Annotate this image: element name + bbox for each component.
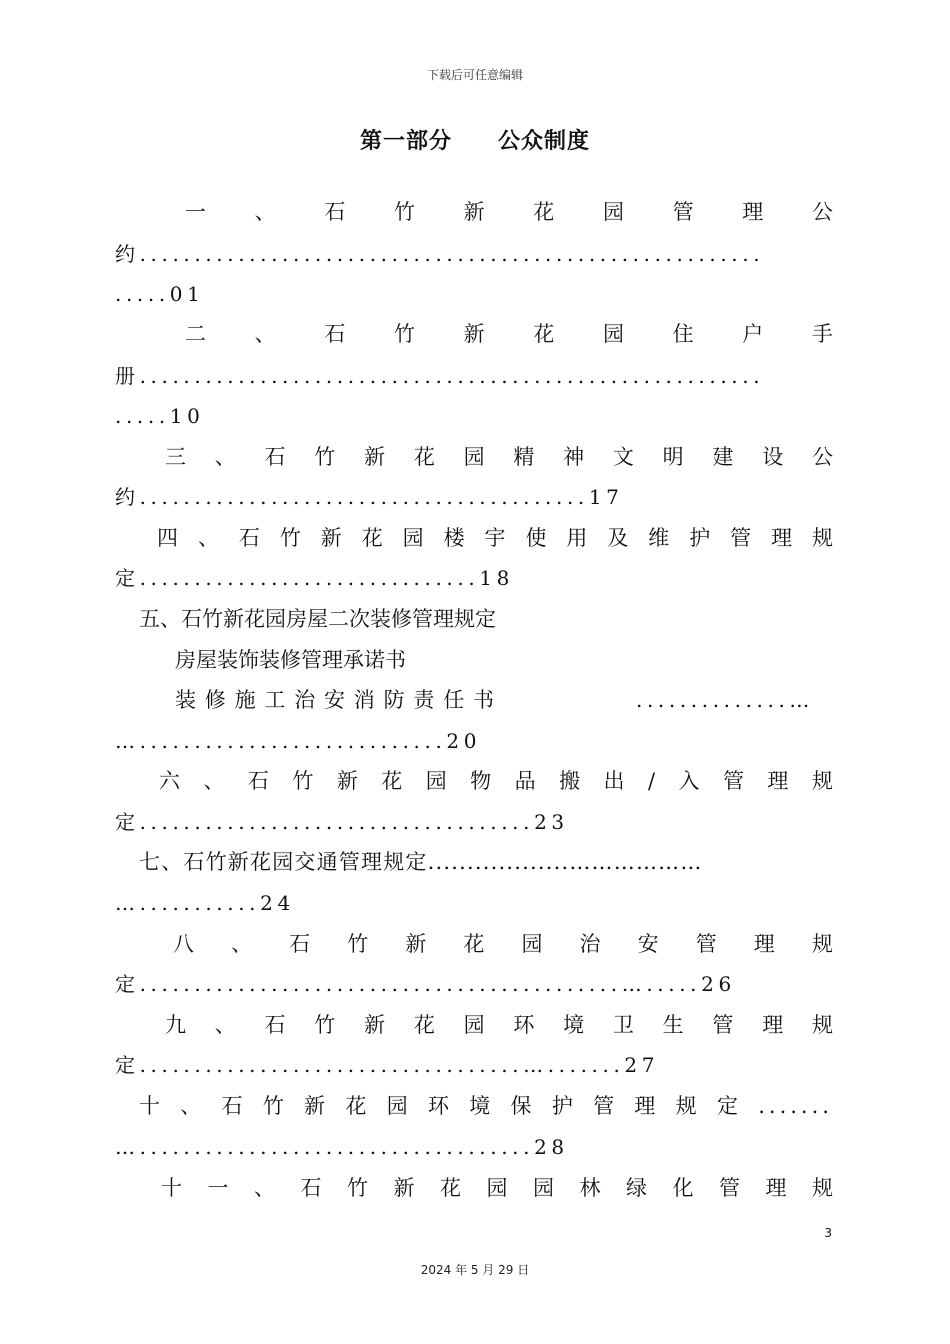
toc-char: 新 (364, 1013, 386, 1037)
toc-char: 园 (486, 1176, 508, 1200)
toc-entry-6-leader: 定....................................23 (115, 810, 569, 834)
toc-char: 宇 (484, 526, 506, 550)
toc-char: 卫 (612, 1013, 634, 1037)
toc-char: 使 (525, 526, 547, 550)
toc-char: 管 (695, 932, 717, 956)
toc-char: 竹 (314, 1013, 336, 1037)
toc-entry-5-sub-1: 房屋装饰装修管理承诺书 (175, 648, 406, 672)
toc-char: 园 (463, 1013, 485, 1037)
toc-entry-8-heading (115, 929, 833, 959)
toc-entry-8-leader: 定............................................….....26 (115, 972, 736, 996)
toc-char: 竹 (292, 769, 314, 793)
toc-char: 管 (722, 769, 744, 793)
toc-char: 理 (762, 1013, 784, 1037)
toc-char: 竹 (347, 1176, 368, 1200)
toc-char: 境 (469, 1094, 491, 1118)
toc-dots: ....... (758, 1094, 833, 1118)
footer-date: 2024 年 5 月 29 日 (420, 1263, 530, 1277)
toc-char: 管 (730, 526, 752, 550)
toc-char: 管 (712, 1013, 734, 1037)
toc-char: 管 (672, 200, 694, 224)
toc-char: / (647, 769, 656, 793)
toc-char: 竹 (393, 322, 415, 346)
toc-char: 保 (510, 1094, 532, 1118)
toc-char: 新 (463, 200, 485, 224)
toc-char: 园 (602, 200, 624, 224)
toc-char: 维 (648, 526, 670, 550)
toc-char: 、 (254, 1176, 275, 1200)
toc-char: 十 (161, 1176, 182, 1200)
toc-char: 园 (521, 932, 543, 956)
toc-char: 石 (238, 526, 260, 550)
toc-entry-7-leader: …...........24 (115, 891, 295, 915)
toc-char: 花 (463, 932, 485, 956)
toc-char: 理 (767, 769, 789, 793)
toc-char: 九 (165, 1013, 186, 1037)
toc-char: 竹 (347, 932, 369, 956)
toc-entry-5-sub-2: 装修施工治安消防责任书 (175, 688, 503, 712)
toc-char: 环 (513, 1013, 535, 1037)
toc-char: 护 (551, 1094, 573, 1118)
toc-char: 园 (402, 526, 424, 550)
toc-char: 三 (165, 445, 186, 469)
toc-char: 护 (689, 526, 711, 550)
toc-char: 竹 (279, 526, 301, 550)
toc-char: 花 (413, 445, 435, 469)
toc-char: 出 (603, 769, 625, 793)
toc-char: 理 (771, 526, 793, 550)
toc-char: 规 (812, 526, 833, 550)
toc-char: 管 (719, 1176, 740, 1200)
toc-char: 境 (563, 1013, 585, 1037)
toc-entry-10-heading (115, 1091, 833, 1121)
toc-entry-6-heading (115, 766, 833, 796)
toc-char: 新 (320, 526, 342, 550)
toc-char: 理 (742, 200, 764, 224)
toc-entry-2-leader: 册......................................................... (115, 364, 765, 388)
toc-char: 设 (762, 445, 784, 469)
toc-char: 新 (336, 769, 358, 793)
toc-char: 一 (185, 200, 206, 224)
toc-char: 化 (672, 1176, 694, 1200)
toc-entry-9-leader: 定...................................….......27 (115, 1053, 660, 1077)
toc-char: 住 (672, 322, 694, 346)
toc-char: 、 (197, 526, 219, 550)
toc-char: 林 (579, 1176, 601, 1200)
toc-char: 品 (514, 769, 536, 793)
toc-entry-9-heading (115, 1010, 833, 1040)
page-title: 第一部分 公众制度 (359, 129, 590, 154)
toc-char: 公 (811, 200, 833, 224)
toc-char: 生 (662, 1013, 684, 1037)
header-note: 下载后可任意编辑 (426, 68, 523, 82)
toc-char: 治 (579, 932, 601, 956)
toc-char: 安 (637, 932, 659, 956)
toc-char: 石 (264, 445, 286, 469)
toc-char: 绿 (626, 1176, 647, 1200)
toc-char: 、 (214, 445, 236, 469)
toc-char: 石 (324, 200, 346, 224)
toc-char: 规 (811, 932, 833, 956)
toc-char: 管 (593, 1094, 615, 1118)
toc-char: 、 (254, 322, 276, 346)
toc-char: 花 (533, 200, 555, 224)
toc-char: 石 (289, 932, 311, 956)
toc-char: 花 (381, 769, 403, 793)
toc-char: 手 (811, 322, 833, 346)
toc-char: 理 (765, 1176, 787, 1200)
toc-char: 规 (812, 1176, 833, 1200)
toc-entry-4-heading (115, 523, 833, 553)
toc-char: 、 (180, 1094, 202, 1118)
toc-char: 理 (753, 932, 775, 956)
toc-char: 石 (300, 1176, 322, 1200)
toc-entry-1-page: .....01 (115, 282, 205, 306)
toc-entry-2-page: .....10 (115, 404, 205, 428)
toc-char: 园 (386, 1094, 408, 1118)
toc-char: 楼 (443, 526, 465, 550)
toc-char: 户 (742, 322, 764, 346)
toc-char: 园 (602, 322, 624, 346)
toc-char: 花 (533, 322, 555, 346)
toc-entry-5-leader: …............................20 (115, 729, 482, 753)
toc-char: 公 (811, 445, 833, 469)
toc-char: 规 (811, 1013, 833, 1037)
toc-entry-11-heading (115, 1173, 833, 1203)
toc-char: 竹 (393, 200, 415, 224)
toc-char: 八 (173, 932, 194, 956)
toc-entry-5-dots: ..............… (636, 688, 815, 712)
toc-char: 、 (254, 200, 276, 224)
toc-char: 四 (157, 526, 178, 550)
toc-char: 用 (566, 526, 588, 550)
toc-entry-5-heading: 五、石竹新花园房屋二次装修管理规定 (139, 607, 496, 631)
toc-char: 石 (221, 1094, 243, 1118)
toc-char: 新 (463, 322, 485, 346)
toc-entry-7-heading: 七、石竹新花园交通管理规定..................……………… (139, 850, 703, 874)
toc-char: 六 (159, 769, 180, 793)
toc-char: 一 (207, 1176, 229, 1200)
toc-char: 及 (607, 526, 629, 550)
page-number: 3 (824, 1226, 832, 1240)
toc-entry-10-leader: …....................................28 (115, 1135, 569, 1159)
toc-char: 花 (345, 1094, 367, 1118)
toc-char: 园 (463, 445, 485, 469)
toc-char: 石 (264, 1013, 286, 1037)
toc-char: 、 (214, 1013, 236, 1037)
toc-char: 新 (364, 445, 386, 469)
toc-entry-1-leader: 约......................................................... (115, 242, 765, 266)
toc-char: 建 (712, 445, 734, 469)
toc-char: 二 (185, 322, 206, 346)
toc-entry-1-heading (115, 197, 833, 227)
toc-char: 物 (470, 769, 492, 793)
toc-char: 石 (247, 769, 269, 793)
toc-char: 花 (440, 1176, 461, 1200)
toc-char: 环 (427, 1094, 449, 1118)
toc-char: 定 (716, 1094, 738, 1118)
toc-char: 十 (139, 1094, 160, 1118)
toc-char: 明 (662, 445, 684, 469)
toc-char: 园 (533, 1176, 554, 1200)
toc-char: 、 (231, 932, 253, 956)
toc-char: 石 (324, 322, 346, 346)
toc-char: 规 (675, 1094, 697, 1118)
toc-char: 新 (304, 1094, 326, 1118)
toc-char: 花 (361, 526, 383, 550)
toc-char: 竹 (262, 1094, 284, 1118)
toc-entry-3-heading (115, 442, 833, 472)
toc-char: 理 (634, 1094, 656, 1118)
toc-char: 新 (393, 1176, 415, 1200)
toc-char: 花 (413, 1013, 435, 1037)
toc-char: 文 (612, 445, 634, 469)
toc-entry-3-leader: 约.........................................17 (115, 485, 624, 509)
toc-char: 、 (203, 769, 225, 793)
toc-char: 神 (563, 445, 585, 469)
toc-char: 新 (405, 932, 427, 956)
toc-entry-4-leader: 定...............................18 (115, 566, 514, 590)
toc-char: 园 (425, 769, 447, 793)
toc-char: 精 (513, 445, 535, 469)
toc-char: 规 (811, 769, 833, 793)
toc-char: 搬 (559, 769, 581, 793)
toc-char: 竹 (314, 445, 336, 469)
toc-char: 入 (678, 769, 700, 793)
toc-entry-2-heading (115, 319, 833, 349)
